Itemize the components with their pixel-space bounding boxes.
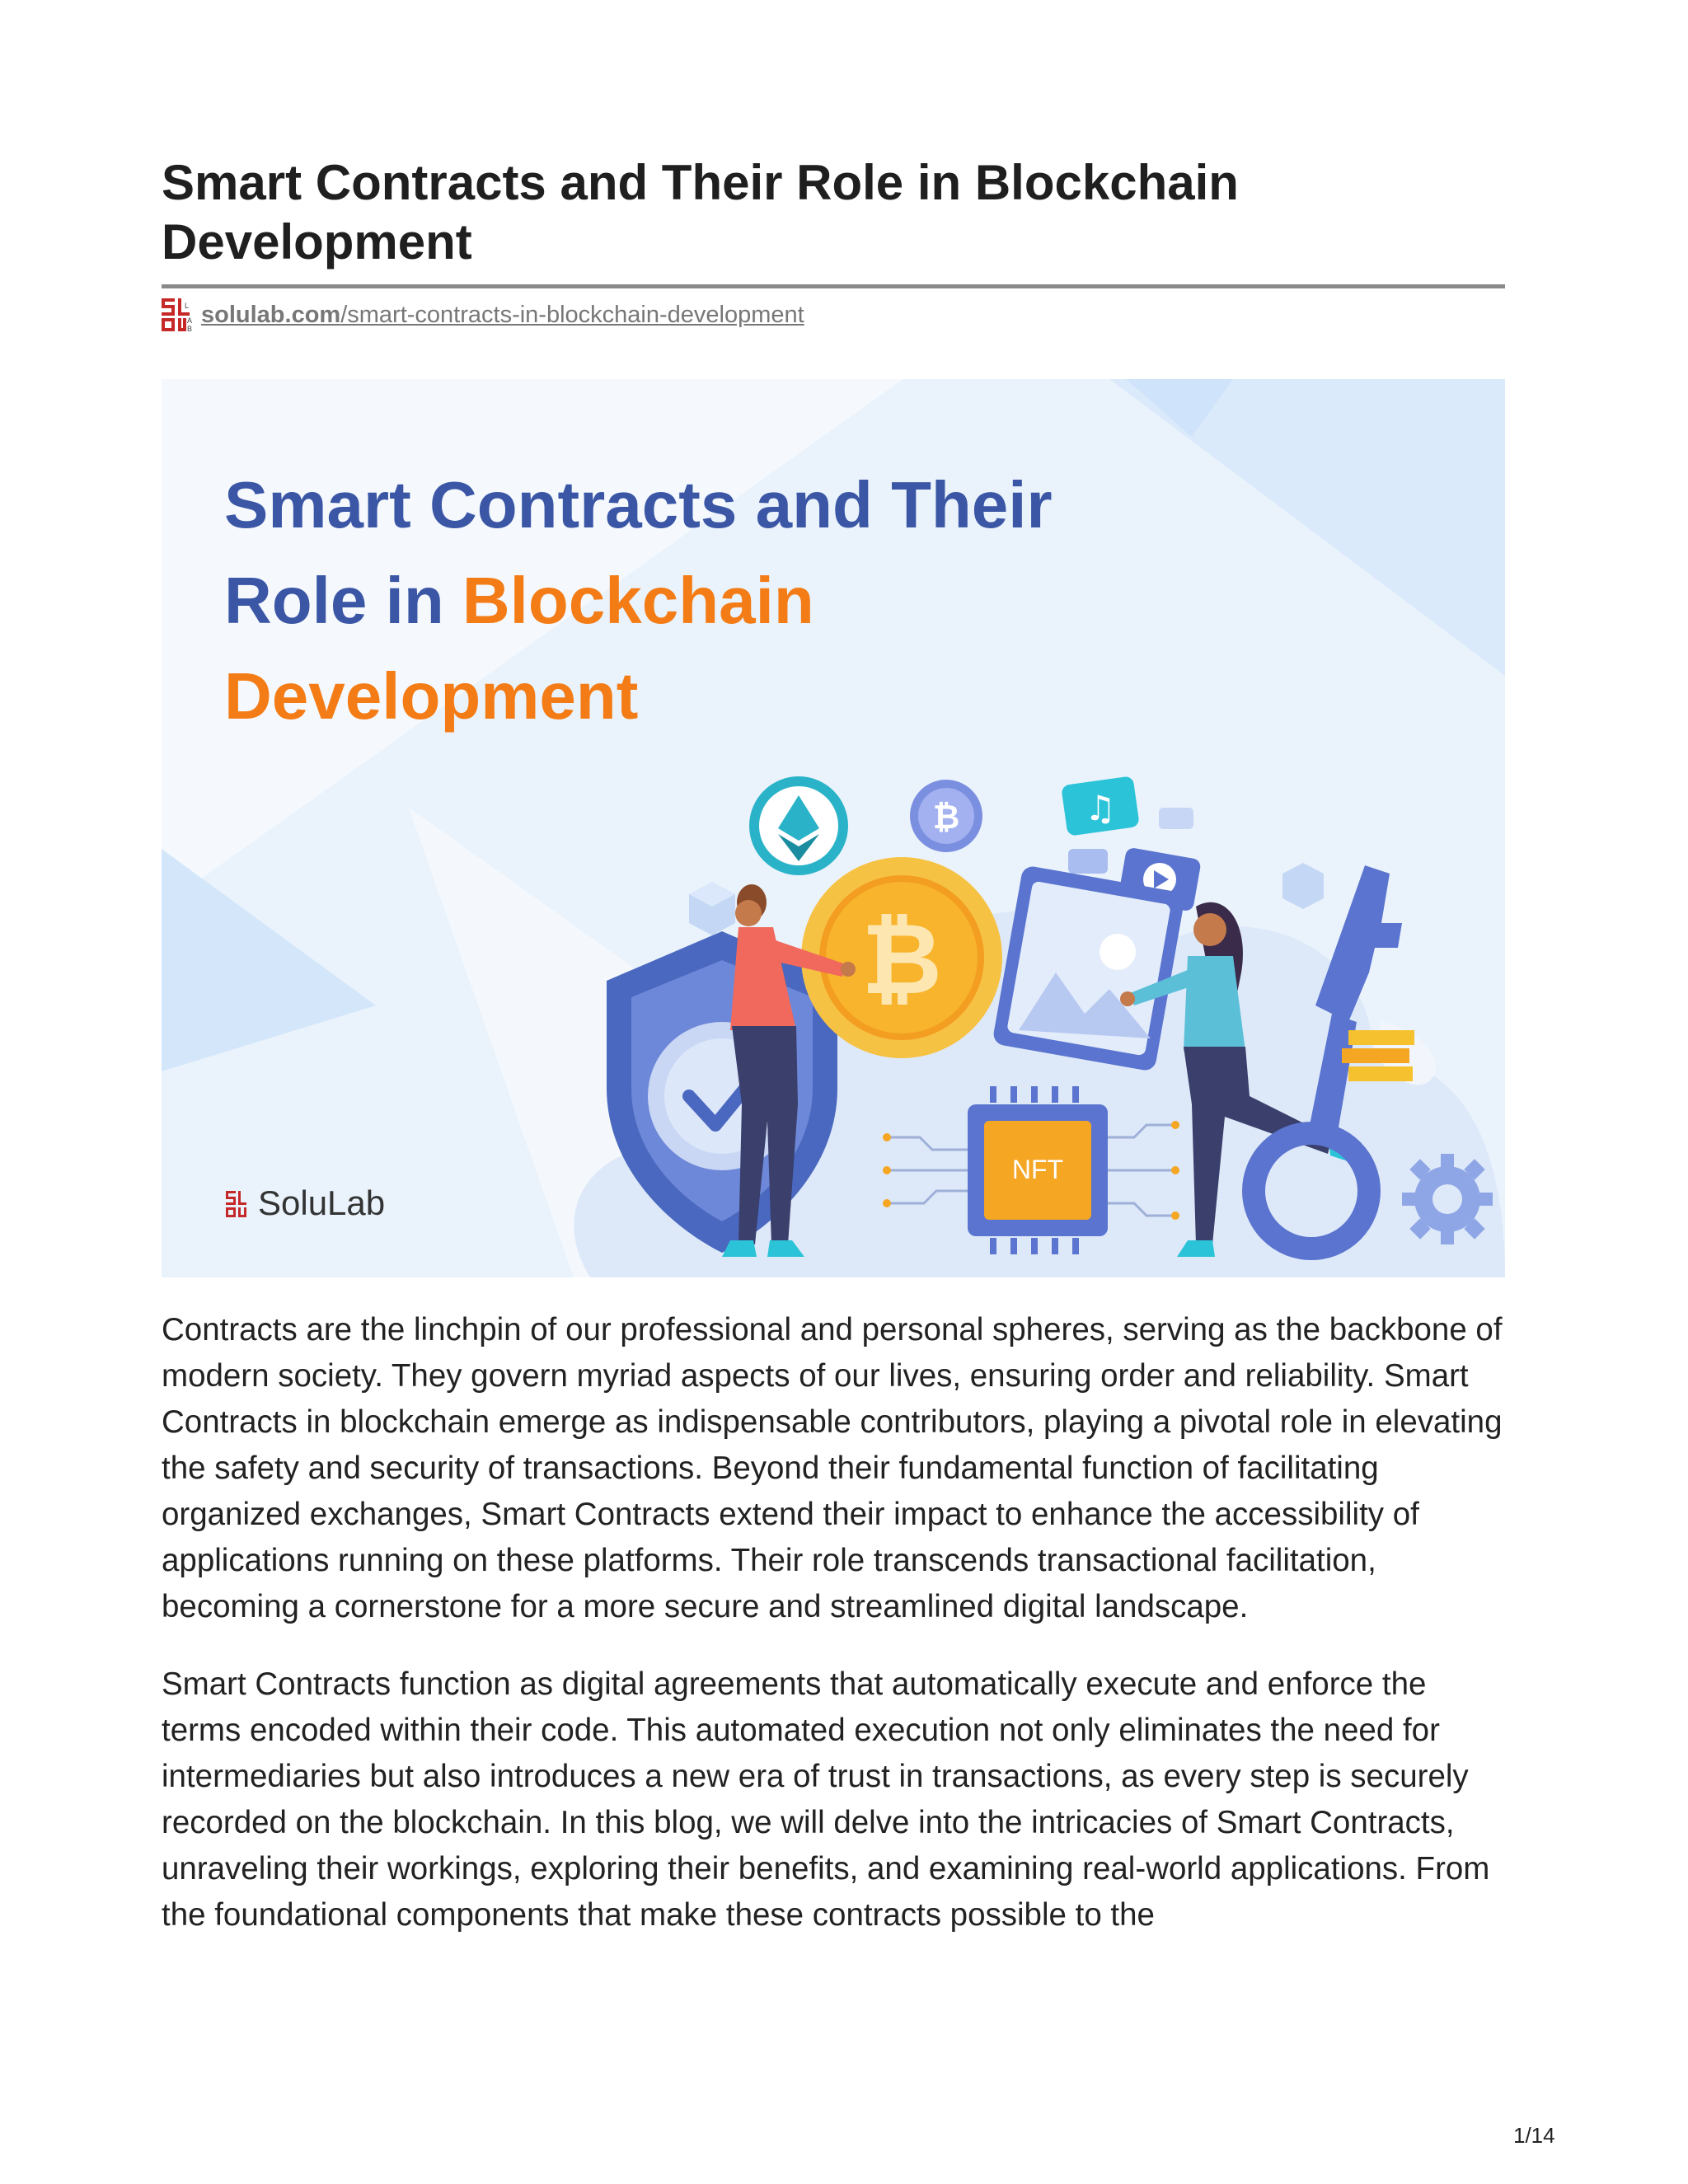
solulab-logo-icon [162, 298, 193, 331]
source-line [162, 298, 804, 331]
nft-chip-icon [968, 1086, 1108, 1254]
body-paragraph-2: Smart Contracts function as digital agreements that automatically execute and enforce the terms encoded within their code. This automated execution not only eliminates the need for intermediaries but also introduces a new era of trust in transactions, as every step is securely recorded on the blockchain. In this blog, we will delve into the intricacies of Smart Contracts, unraveling their workings, exploring their benefits, and examining real-world applications. From the foundational components that make these contracts possible to the [162, 1666, 1490, 1933]
svg-text:♫: ♫ [1085, 788, 1116, 828]
svg-text:L: L [185, 302, 190, 310]
hero-heading-line2b: Blockchain [462, 564, 814, 637]
brand-name: SoluLab [258, 1183, 386, 1222]
source-domain: solulab.com [201, 301, 341, 328]
svg-text:A: A [187, 316, 193, 325]
svg-text:₿: ₿ [861, 904, 942, 1015]
svg-text:₿: ₿ [932, 799, 960, 836]
svg-text:B: B [187, 325, 193, 331]
music-note-icon [1061, 776, 1140, 837]
bitcoin-small-icon [910, 780, 982, 852]
source-url-link[interactable] [201, 302, 804, 329]
nft-chip-label: NFT [1011, 1155, 1064, 1184]
hero-heading-line2a: Role in [224, 564, 462, 637]
image-frame-icon [992, 865, 1185, 1071]
gold-bars-icon [1342, 1030, 1414, 1081]
title-divider [162, 284, 1505, 288]
hero-heading-line3: Development [224, 659, 639, 733]
hero-heading-line1: Smart Contracts and Their [224, 468, 1053, 541]
ethereum-icon [749, 776, 848, 875]
bitcoin-coin-icon [801, 857, 1002, 1058]
source-path: /smart-contracts-in-blockchain-development [340, 301, 804, 328]
svg-text:Role in Blockchain [224, 564, 814, 637]
body-paragraph-1: Contracts are the linchpin of our professional and personal spheres, serving as the backbone of modern society. They govern myriad aspects of our lives, ensuring order and reliability. Smart Contracts in blockchain emerge as indispensable contributors, playing a pivotal role in elevating the safety and security of transactions. Beyond their fundamental function of facilitating organized exchanges, Smart Contracts extend their impact to enhance the accessibility of applications running on these platforms. Their role transcends transactional facilitation, becoming a cornerstone for a more secure and streamlined digital landscape. [162, 1312, 1503, 1624]
hero-banner-image [162, 379, 1505, 1277]
page-title: Smart Contracts and Their Role in Blockchain Development [162, 155, 1239, 269]
gear-icon [1402, 1154, 1493, 1244]
page-number: 1/14 [1513, 2123, 1555, 2148]
